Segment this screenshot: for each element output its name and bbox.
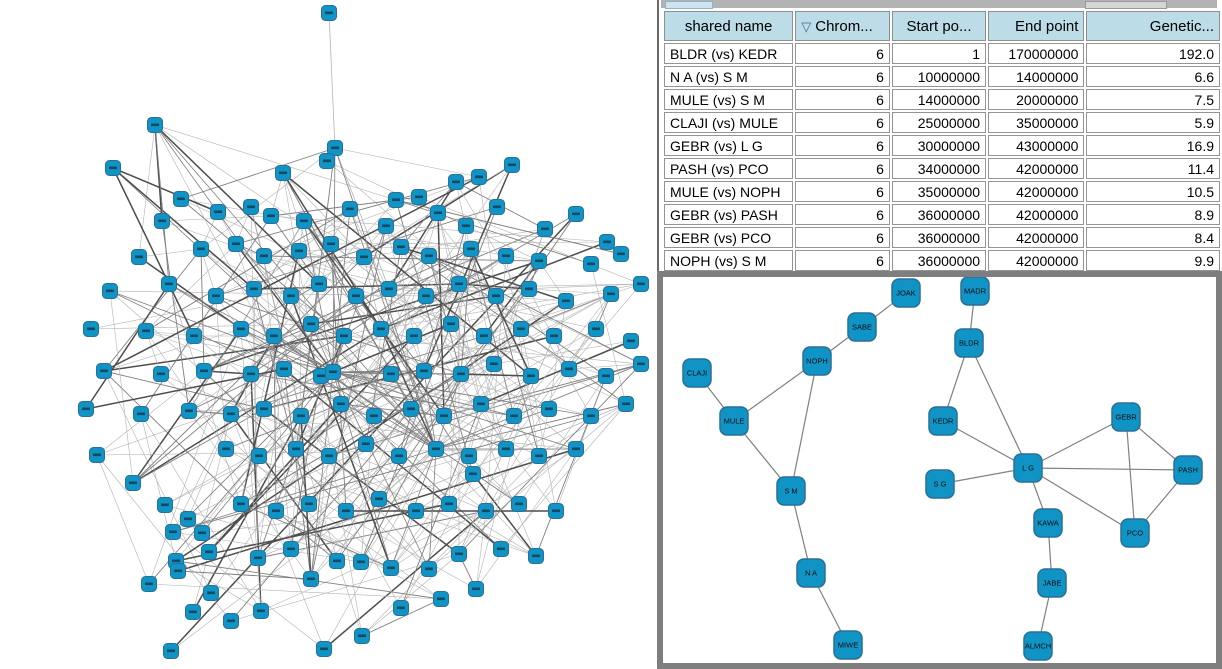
- node-label: BLDR: [958, 338, 980, 348]
- cell-shared-name[interactable]: BLDR (vs) KEDR: [664, 43, 793, 64]
- table-row[interactable]: [664, 158, 1220, 179]
- node-label-smudge: [222, 448, 230, 451]
- network-edge: [401, 247, 471, 249]
- cell-end[interactable]: 14000000: [988, 66, 1084, 87]
- node-label-smudge: [317, 375, 325, 378]
- cell-end[interactable]: 35000000: [988, 112, 1084, 133]
- node-label-smudge: [392, 199, 400, 202]
- cell-start[interactable]: 14000000: [892, 89, 986, 110]
- node-label-smudge: [515, 503, 523, 506]
- node-label-smudge: [482, 510, 490, 513]
- cell-shared-name[interactable]: MULE (vs) NOPH: [664, 181, 793, 202]
- table-row[interactable]: [664, 227, 1220, 248]
- cell-start[interactable]: 30000000: [892, 135, 986, 156]
- node-label: NOPH: [806, 356, 828, 366]
- cell-start[interactable]: 36000000: [892, 227, 986, 248]
- cell-chromosome[interactable]: 6: [795, 158, 890, 179]
- node-label-smudge: [247, 206, 255, 209]
- node-label-smudge: [305, 503, 313, 506]
- cell-end[interactable]: 43000000: [988, 135, 1084, 156]
- node-label-smudge: [525, 288, 533, 291]
- node-label-smudge: [205, 551, 213, 554]
- network-edge: [1028, 468, 1188, 470]
- node-label-smudge: [93, 454, 101, 457]
- node-label-smudge: [352, 295, 360, 298]
- cell-chromosome[interactable]: 6: [795, 204, 890, 225]
- node-label-smudge: [412, 510, 420, 513]
- node-label-smudge: [325, 12, 333, 15]
- node-label-smudge: [603, 241, 611, 244]
- node-label: JABE: [1042, 578, 1062, 588]
- node-label-smudge: [637, 363, 645, 366]
- node-label-smudge: [385, 288, 393, 291]
- cell-start[interactable]: 25000000: [892, 112, 986, 133]
- network-edge: [396, 200, 621, 254]
- node-label-smudge: [527, 375, 535, 378]
- node-label-smudge: [502, 448, 510, 451]
- node-label-smudge: [497, 548, 505, 551]
- node-label: PASH: [1178, 465, 1198, 475]
- node-label-smudge: [550, 335, 558, 338]
- node-label-smudge: [137, 413, 145, 416]
- cell-start[interactable]: 36000000: [892, 250, 986, 271]
- node-label-smudge: [572, 448, 580, 451]
- cell-start[interactable]: 35000000: [892, 181, 986, 202]
- node-label-smudge: [565, 368, 573, 371]
- node-label-smudge: [552, 510, 560, 513]
- node-label-smudge: [377, 328, 385, 331]
- network-edge: [139, 249, 201, 257]
- cell-chromosome[interactable]: 6: [795, 135, 890, 156]
- cell-shared-name[interactable]: MULE (vs) S M: [664, 89, 793, 110]
- node-label-smudge: [387, 567, 395, 570]
- node-label-smudge: [622, 403, 630, 406]
- node-label-smudge: [592, 328, 600, 331]
- node-label-smudge: [455, 553, 463, 556]
- node-label-smudge: [227, 413, 235, 416]
- node-label-smudge: [455, 283, 463, 286]
- node-label-smudge: [174, 570, 182, 573]
- node-label-smudge: [145, 583, 153, 586]
- node-label-smudge: [329, 371, 337, 374]
- node-label-smudge: [517, 328, 525, 331]
- node-label-smudge: [637, 283, 645, 286]
- node-label-smudge: [287, 548, 295, 551]
- network-node-mule[interactable]: [720, 407, 748, 435]
- node-label-smudge: [562, 300, 570, 303]
- node-label: JOAK: [896, 288, 916, 298]
- node-label-smudge: [447, 323, 455, 326]
- node-label-smudge: [607, 293, 615, 296]
- node-label-smudge: [82, 408, 90, 411]
- table-row[interactable]: [664, 43, 1220, 64]
- node-label-smudge: [425, 568, 433, 571]
- network-node-pash[interactable]: [1174, 456, 1202, 484]
- network-edge: [133, 409, 264, 483]
- edge-attribute-table: [662, 9, 1222, 273]
- node-label-smudge: [331, 147, 339, 150]
- node-label-smudge: [227, 620, 235, 623]
- cell-start[interactable]: 1: [892, 43, 986, 64]
- column-header-chrom[interactable]: ▽ Chrom...: [795, 11, 890, 41]
- node-label-smudge: [627, 340, 635, 343]
- cell-shared-name[interactable]: N A (vs) S M: [664, 66, 793, 87]
- node-label-smudge: [340, 335, 348, 338]
- cell-shared-name[interactable]: GEBR (vs) PCO: [664, 227, 793, 248]
- scrollbar-segment-left[interactable]: [665, 1, 713, 9]
- filtered-network-panel: [657, 271, 1222, 669]
- cell-genetic[interactable]: 9.9: [1086, 250, 1220, 271]
- node-label-smudge: [161, 504, 169, 507]
- node-label-smudge: [260, 255, 268, 258]
- table-row[interactable]: [664, 112, 1220, 133]
- node-label-smudge: [270, 335, 278, 338]
- node-label-smudge: [307, 578, 315, 581]
- node-label-smudge: [200, 370, 208, 373]
- node-label-smudge: [100, 370, 108, 373]
- network-edge: [969, 343, 1028, 468]
- node-label-smudge: [272, 510, 280, 513]
- cell-chromosome[interactable]: 6: [795, 66, 890, 87]
- node-label-smudge: [232, 243, 240, 246]
- table-row[interactable]: [664, 89, 1220, 110]
- cell-genetic[interactable]: 10.5: [1086, 181, 1220, 202]
- node-label-smudge: [337, 403, 345, 406]
- node-label-smudge: [472, 588, 480, 591]
- node-label-smudge: [452, 181, 460, 184]
- node-label: S G: [933, 479, 947, 489]
- node-label-smudge: [292, 448, 300, 451]
- node-label-smudge: [255, 455, 263, 458]
- node-label-smudge: [169, 531, 177, 534]
- node-label-smudge: [320, 648, 328, 651]
- table-top-scrollbar[interactable]: [661, 0, 1217, 8]
- network-node-sg[interactable]: [926, 470, 954, 498]
- network-edge: [110, 291, 133, 483]
- node-label-smudge: [295, 250, 303, 253]
- node-label-smudge: [532, 555, 540, 558]
- network-node-gebr[interactable]: [1112, 403, 1140, 431]
- table-row[interactable]: [664, 66, 1220, 87]
- node-label-smudge: [177, 198, 185, 201]
- node-label-smudge: [480, 335, 488, 338]
- node-label-smudge: [129, 482, 137, 485]
- cell-genetic[interactable]: 16.9: [1086, 135, 1220, 156]
- node-label-smudge: [387, 373, 395, 376]
- node-label-smudge: [457, 373, 465, 376]
- node-label-smudge: [360, 256, 368, 259]
- network-node-madr[interactable]: [961, 277, 989, 305]
- node-label: MADR: [963, 286, 987, 296]
- node-label-smudge: [315, 283, 323, 286]
- node-label-smudge: [151, 124, 159, 127]
- network-node-lg[interactable]: [1014, 454, 1042, 482]
- network-node-sabe[interactable]: [848, 313, 876, 341]
- node-label: CLAJI: [686, 368, 708, 378]
- node-label-smudge: [358, 635, 366, 638]
- node-label-smudge: [106, 290, 114, 293]
- network-node-kedr[interactable]: [929, 407, 957, 435]
- node-label-smudge: [462, 225, 470, 228]
- node-label-smudge: [467, 248, 475, 251]
- node-label-smudge: [307, 323, 315, 326]
- network-edge: [476, 449, 576, 589]
- node-label-smudge: [212, 295, 220, 298]
- table-row[interactable]: [664, 135, 1220, 156]
- node-label-smudge: [602, 375, 610, 378]
- cell-shared-name[interactable]: CLAJI (vs) MULE: [664, 112, 793, 133]
- node-label-smudge: [545, 408, 553, 411]
- node-label-smudge: [260, 408, 268, 411]
- network-edge: [329, 13, 335, 148]
- node-label-smudge: [397, 246, 405, 249]
- node-label-smudge: [257, 610, 265, 613]
- node-label-smudge: [214, 211, 222, 214]
- node-label-smudge: [492, 295, 500, 298]
- node-label-smudge: [267, 215, 275, 218]
- network-edge: [461, 374, 531, 376]
- network-edge: [155, 125, 396, 200]
- node-label-smudge: [342, 510, 350, 513]
- network-edge: [556, 416, 591, 511]
- node-label: GEBR: [1115, 412, 1137, 422]
- node-label-smudge: [254, 557, 262, 560]
- node-label-smudge: [477, 403, 485, 406]
- node-label-smudge: [207, 592, 215, 595]
- node-label-smudge: [279, 172, 287, 175]
- network-node-bldr[interactable]: [955, 329, 983, 357]
- cell-chromosome[interactable]: 6: [795, 227, 890, 248]
- column-header-genetic[interactable]: Genetic...: [1086, 11, 1220, 41]
- node-label: ALMCH: [1024, 641, 1052, 651]
- node-label-smudge: [541, 228, 549, 231]
- node-label-smudge: [422, 295, 430, 298]
- node-label-smudge: [475, 176, 483, 179]
- node-label-smudge: [197, 248, 205, 251]
- node-label-smudge: [397, 607, 405, 610]
- node-label-smudge: [250, 288, 258, 291]
- node-label-smudge: [587, 415, 595, 418]
- network-node-joak[interactable]: [892, 279, 920, 307]
- node-label-smudge: [237, 328, 245, 331]
- cell-chromosome[interactable]: 6: [795, 250, 890, 271]
- node-label: SABE: [851, 322, 873, 332]
- column-header-startpo[interactable]: Start po...: [892, 11, 986, 41]
- node-label-smudge: [415, 196, 423, 199]
- node-label-smudge: [437, 598, 445, 601]
- cell-end[interactable]: 42000000: [988, 250, 1084, 271]
- node-label-smudge: [247, 373, 255, 376]
- cell-chromosome[interactable]: 6: [795, 112, 890, 133]
- node-label-smudge: [382, 225, 390, 228]
- node-label-smudge: [325, 455, 333, 458]
- node-label-smudge: [172, 560, 180, 563]
- node-label-smudge: [362, 443, 370, 446]
- node-label-smudge: [410, 335, 418, 338]
- node-label-smudge: [287, 295, 295, 298]
- node-label-smudge: [357, 561, 365, 564]
- node-label-smudge: [432, 448, 440, 451]
- node-label-smudge: [300, 220, 308, 223]
- node-label-smudge: [109, 167, 117, 170]
- cell-start[interactable]: 36000000: [892, 204, 986, 225]
- network-edge: [146, 244, 236, 331]
- cell-end[interactable]: 20000000: [988, 89, 1084, 110]
- edge-table-panel: [657, 0, 1222, 271]
- network-edge: [335, 148, 479, 177]
- node-label-smudge: [198, 532, 206, 535]
- network-node-claji[interactable]: [683, 359, 711, 387]
- node-label-smudge: [158, 220, 166, 223]
- node-label-smudge: [280, 368, 288, 371]
- table-row[interactable]: [664, 250, 1220, 271]
- cell-genetic[interactable]: 5.9: [1086, 112, 1220, 133]
- column-header-sharedname[interactable]: shared name: [664, 11, 793, 41]
- node-label-smudge: [510, 415, 518, 418]
- node-label-smudge: [535, 455, 543, 458]
- node-label: N A: [804, 568, 818, 578]
- node-label: MIWE: [837, 640, 859, 650]
- node-label-smudge: [157, 373, 165, 376]
- node-label: PCO: [1126, 528, 1144, 538]
- cell-genetic[interactable]: 6.6: [1086, 66, 1220, 87]
- cell-start[interactable]: 10000000: [892, 66, 986, 87]
- cell-genetic[interactable]: 8.4: [1086, 227, 1220, 248]
- node-label-smudge: [420, 370, 428, 373]
- cell-genetic[interactable]: 11.4: [1086, 158, 1220, 179]
- cell-chromosome[interactable]: 6: [795, 89, 890, 110]
- node-label-smudge: [87, 328, 95, 331]
- node-label-smudge: [587, 263, 595, 266]
- table-row[interactable]: [664, 181, 1220, 202]
- cell-genetic[interactable]: 192.0: [1086, 43, 1220, 64]
- node-label-smudge: [465, 455, 473, 458]
- filter-icon[interactable]: ▽: [801, 18, 812, 34]
- node-label-smudge: [135, 256, 143, 259]
- network-edge: [1126, 417, 1135, 533]
- node-label-smudge: [237, 503, 245, 506]
- network-edge: [519, 376, 606, 504]
- node-label-smudge: [375, 498, 383, 501]
- node-label-smudge: [323, 160, 331, 163]
- network-node-pco[interactable]: [1121, 519, 1149, 547]
- network-edge: [501, 404, 626, 549]
- node-label-smudge: [395, 455, 403, 458]
- network-node-noph[interactable]: [803, 347, 831, 375]
- node-label-smudge: [167, 650, 175, 653]
- cell-chromosome[interactable]: 6: [795, 43, 890, 64]
- node-label: KAWA: [1037, 518, 1059, 528]
- node-label-smudge: [297, 415, 305, 418]
- cell-shared-name[interactable]: PASH (vs) PCO: [664, 158, 793, 179]
- node-label-smudge: [425, 255, 433, 258]
- cell-end[interactable]: 42000000: [988, 204, 1084, 225]
- node-label-smudge: [434, 212, 442, 215]
- node-label-smudge: [189, 611, 197, 614]
- node-label: L G: [1022, 463, 1034, 473]
- node-label: S M: [784, 486, 798, 496]
- node-label-smudge: [184, 518, 192, 521]
- scrollbar-thumb[interactable]: [1085, 1, 1167, 9]
- cell-end[interactable]: 42000000: [988, 181, 1084, 202]
- node-label-smudge: [572, 213, 580, 216]
- cell-end[interactable]: 42000000: [988, 158, 1084, 179]
- network-node-miwe[interactable]: [834, 631, 862, 659]
- column-header-endpoint[interactable]: End point: [988, 11, 1084, 41]
- node-label-smudge: [617, 253, 625, 256]
- table-row[interactable]: [664, 204, 1220, 225]
- network-node-almch[interactable]: [1024, 632, 1052, 660]
- cell-end[interactable]: 42000000: [988, 227, 1084, 248]
- node-label-smudge: [346, 208, 354, 211]
- node-label: KEDR: [932, 416, 954, 426]
- node-label-smudge: [165, 283, 173, 286]
- cell-start[interactable]: 34000000: [892, 158, 986, 179]
- node-label-smudge: [502, 255, 510, 258]
- node-label-smudge: [535, 260, 543, 263]
- node-label-smudge: [370, 415, 378, 418]
- cell-shared-name[interactable]: GEBR (vs) PASH: [664, 204, 793, 225]
- node-label-smudge: [185, 410, 193, 413]
- cell-genetic[interactable]: 7.5: [1086, 89, 1220, 110]
- node-label-smudge: [490, 363, 498, 366]
- node-label-smudge: [469, 473, 477, 476]
- node-label-smudge: [333, 560, 341, 563]
- node-label-smudge: [445, 503, 453, 506]
- node-label-smudge: [508, 164, 516, 167]
- cell-shared-name[interactable]: GEBR (vs) L G: [664, 135, 793, 156]
- node-label-smudge: [440, 415, 448, 418]
- network-node-jabe[interactable]: [1038, 569, 1066, 597]
- table-header-row: [664, 11, 1220, 41]
- network-edge: [791, 361, 817, 491]
- node-label: MULE: [723, 416, 745, 426]
- node-label-smudge: [190, 335, 198, 338]
- cell-genetic[interactable]: 8.9: [1086, 204, 1220, 225]
- network-edge: [299, 247, 401, 251]
- node-label-smudge: [493, 206, 501, 209]
- network-node-na[interactable]: [797, 559, 825, 587]
- cell-shared-name[interactable]: NOPH (vs) S M: [664, 250, 793, 271]
- node-label-smudge: [142, 330, 150, 333]
- network-node-sm[interactable]: [777, 477, 805, 505]
- node-label-smudge: [407, 408, 415, 411]
- node-label-smudge: [327, 243, 335, 246]
- cell-end[interactable]: 170000000: [988, 43, 1084, 64]
- network-node-kawa[interactable]: [1034, 509, 1062, 537]
- cell-chromosome[interactable]: 6: [795, 181, 890, 202]
- filtered-network-canvas[interactable]: [663, 277, 1216, 663]
